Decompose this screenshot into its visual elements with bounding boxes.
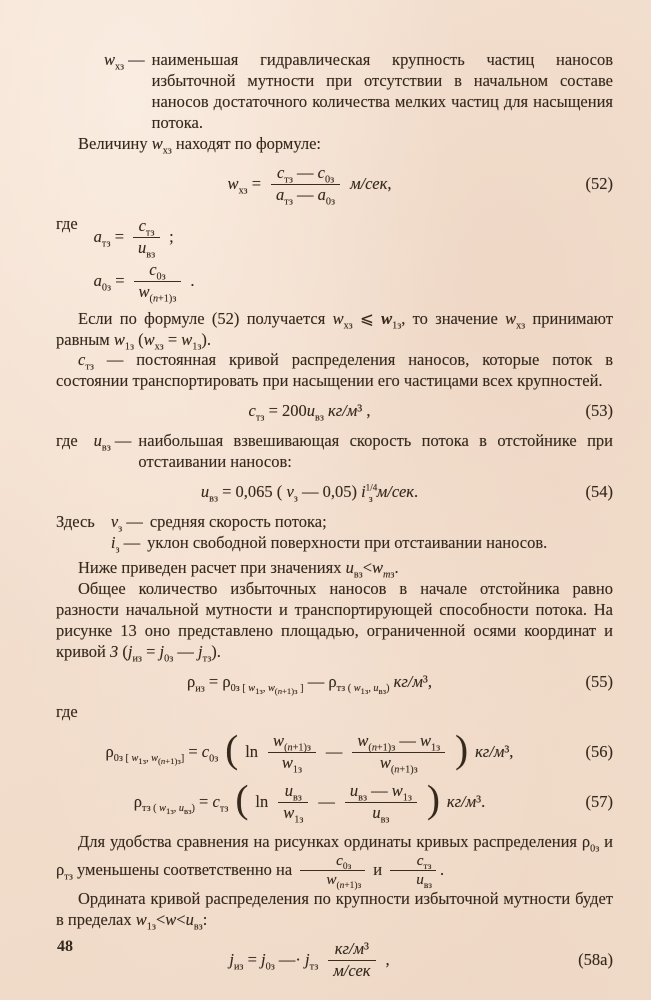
eq54-expression: $u_{вз} = 0,065$ ( $v_з$ — 0,05) $i^{1/4}_з$ м/сек. — [200, 482, 419, 505]
equation-52 — [56, 162, 613, 208]
definition-term: $w_{хз}$ — — [104, 50, 145, 73]
fraction-denominator: $w_{(n+1)з}$ — [326, 871, 362, 892]
equation-number: (53) — [585, 401, 613, 421]
equation-57-body: $\rho_{тз ( w_{1з}, u_{вз})} = c_{тз}$ ( ln $\frac{u_{вз}}{w_{1з}}$ — $\frac{u_{вз} — w_{1з}}{u_{вз}}$ ) кг/м³. — [133, 778, 486, 825]
fraction-numerator: $u_{вз}$ — $w_{1з}$ — [345, 782, 417, 803]
equation-53 — [56, 401, 613, 422]
paragraph-nizhe: Ниже приведен расчет при значениях $u_{вз}<w_{mз}$. — [78, 558, 399, 581]
atz-lhs: $a_{тз}$ = — [93, 226, 124, 249]
punctuation: . — [190, 270, 195, 290]
equation-54 — [56, 482, 613, 503]
definition-term: $u_{вз}$ — — [93, 431, 132, 454]
fraction-denominator: $w_{1з}$ — [281, 752, 303, 776]
definition-body: наибольшая взвешивающая скорость потока в отстойнике при отстаивании наносов: — [138, 431, 613, 472]
punctuation: , — [385, 949, 390, 969]
fraction-numerator: $c_{0з}$ — [134, 261, 182, 282]
definition-atz — [94, 217, 613, 258]
equation-number: (52) — [585, 173, 613, 193]
eq56-units: кг/м³, — [475, 741, 514, 761]
eq57-lhs: $\rho_{тз ( w_{1з}, u_{вз})} = c_{тз}$ — [133, 791, 229, 817]
equation-number: (54) — [585, 482, 613, 502]
here-block — [56, 512, 613, 554]
equation-number: (58a) — [578, 949, 613, 969]
equation-55 — [56, 671, 613, 697]
page-number: 48 — [57, 938, 73, 955]
where-block-2 — [56, 431, 613, 473]
ln-operator: ln — [255, 791, 269, 811]
definition-aoz — [94, 261, 613, 302]
equation-52-body — [56, 162, 563, 208]
eq52-units: м/сек, — [350, 173, 392, 193]
fraction-denominator: $u_{вз}$ — [138, 237, 156, 260]
equation-56 — [56, 728, 613, 776]
fraction-numerator: $c_{тз}$ — [390, 853, 436, 872]
fraction — [271, 162, 340, 208]
fraction-denominator: $w_{1з}$ — [283, 802, 304, 825]
label-gde-standalone: где — [56, 701, 78, 721]
fraction — [133, 217, 160, 258]
fraction-numerator: $w_{(n+1)з}$ — $w_{1з}$ — [352, 732, 445, 753]
paragraph-dlya-text: Для удобства сравнения на рисунках ординаты кривых распределения $\rho_{0з}$ и $\rho_{тз}$ уменьшены соответственно на — [56, 831, 613, 882]
eq56-lhs: $\rho_{0з [ w_{1з}, w_{(n+1)з}]} = c_{0з}$ — [105, 741, 219, 767]
definition-body: уклон свободной поверхности при отстаивании наносов. — [147, 533, 548, 553]
eq58-lhs: $j_{из} = j_{0з}$ —· $j_{тз}$ — [229, 949, 319, 973]
eq57-units: кг/м³. — [446, 791, 486, 811]
punctuation: . — [440, 859, 445, 879]
definition-wxz — [104, 50, 613, 134]
fraction — [300, 851, 365, 892]
paragraph-ctz: $c_{тз}$ — постоянная кривой распределения наносов, которые поток в состоянии транспортировать при насыщении его частицами всех крупностей. — [56, 350, 613, 391]
fraction-denominator: $a_{тз}$ — $a_{0з}$ — [276, 184, 336, 208]
label-zdes: Здесь — [56, 512, 95, 532]
fraction-denominator: м/сек — [333, 960, 371, 980]
minus-sign: — — [318, 791, 335, 811]
conjunction: и — [373, 859, 383, 879]
fraction-numerator: $c_{тз}$ — $c_{0з}$ — [271, 164, 340, 185]
equation-55-body — [56, 671, 563, 697]
equation-number: (56) — [585, 741, 613, 761]
equation-57 — [56, 778, 613, 825]
fraction-denominator: $w_{(n+1)з}$ — [379, 752, 418, 776]
minus-sign: — — [325, 741, 343, 761]
definition-term: $i_з$ — — [110, 533, 141, 556]
equation-56-body: $\rho_{0з [ w_{1з}, w_{(n+1)з}]} = c_{0з}$ ( ln $\frac{w_{(n+1)з}}{w_{1з}}$ — $\frac{w_{(n+1)з} — w_{1з}}{w_{(n+1)з}}$ ) кг/м³, — [105, 728, 514, 776]
ln-operator: ln — [245, 741, 259, 761]
label-gde: где — [56, 431, 78, 451]
definition-term: $v_з$ — — [110, 512, 143, 535]
fraction — [278, 782, 308, 823]
definition-vz — [111, 512, 613, 533]
punctuation: ; — [169, 226, 174, 246]
paragraph-esli: Если по формуле (52) получается $w_{хз}$ ⩽ $w_{1з}$, то значение $w_{хз}$ принимают равным $w_{1з}$ $(w_{хз} = w_{1з})$. — [56, 308, 613, 352]
equation-58a-body — [56, 940, 563, 981]
equation-58a — [56, 940, 613, 981]
fraction — [390, 851, 436, 892]
paragraph-ordinata: Ордината кривой распределения по крупности избыточной мутности будет в пределах $w_{1з}<w<u_{вз}$: — [56, 889, 613, 933]
fraction-numerator: $u_{вз}$ — [278, 782, 308, 803]
fraction — [268, 730, 316, 776]
definition-body: средняя скорость потока; — [149, 512, 327, 532]
fraction — [345, 782, 417, 823]
fraction-denominator: $u_{вз}$ — [416, 871, 433, 892]
definition-iz — [111, 533, 613, 554]
equation-53-body — [56, 401, 563, 422]
eq52-lhs: $w_{хз}$ = — [227, 173, 262, 197]
paragraph-dlya — [56, 831, 613, 892]
fraction-denominator: $u_{вз}$ — [372, 802, 390, 825]
fraction — [134, 261, 182, 302]
label-gde: где — [56, 213, 78, 233]
eq53-expression: $c_{тз} = 200u_{вз}$ кг/м³ , — [248, 401, 371, 424]
equation-number: (57) — [585, 791, 613, 811]
aoz-lhs: $a_{0з}$ = — [93, 270, 125, 293]
definition-uvz — [94, 431, 613, 473]
fraction-numerator: $w_{(n+1)з}$ — [268, 732, 316, 753]
page-content — [56, 50, 613, 990]
where-block-1 — [56, 214, 613, 305]
paragraph-obshchee: Общее количество избыточных наносов в начале отстойника равно разности начальной мутности и транспортирующей способности потока. На рисунке 13 оно представлено площадью, ограниченной осями координат и кривой 3 ($j_{из} = j_{0з}$ — $j_{тз}$). — [56, 579, 613, 665]
fraction — [352, 730, 445, 776]
equation-54-body — [56, 482, 563, 503]
eq55-expression: $\rho_{из} = \rho_{0з [ w_{1з}, w_{(n+1)з} ]}$ — $\rho_{тз ( w_{1з}, u_{вз})}$ кг/м³, — [187, 671, 432, 697]
equation-number: (55) — [585, 671, 613, 691]
fraction-numerator: $c_{0з}$ — [300, 853, 365, 872]
fraction — [328, 940, 375, 981]
fraction-numerator: кг/м³ — [328, 940, 375, 961]
definition-body: наименьшая гидравлическая крупность частиц наносов избыточной мутности при отсутствии в начальном составе наносов достаточного количества мелких частиц для насыщения потока. — [151, 50, 613, 132]
fraction-denominator: $w_{(n+1)з}$ — [138, 281, 177, 304]
paragraph-velichinu: Величину $w_{хз}$ находят по формуле: — [78, 133, 322, 157]
fraction-numerator: $c_{тз}$ — [133, 217, 160, 238]
